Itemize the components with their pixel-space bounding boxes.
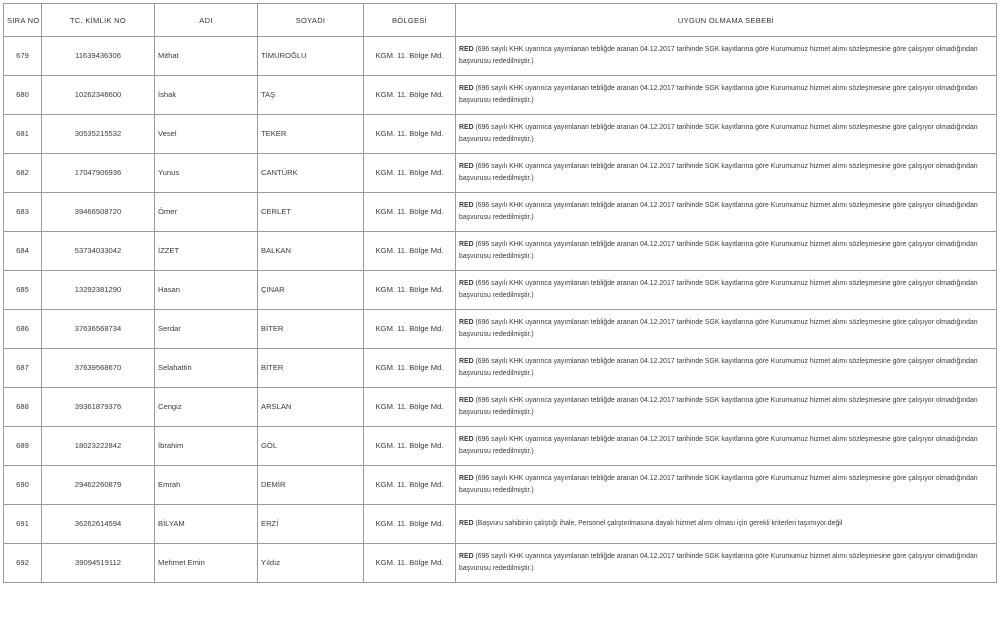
sebep-text: (696 sayılı KHK uyarınca yayımlanan tebliğde aranan 04.12.2017 tarihinde SGK kayıtlarına göre Kurumumuz hizmet alımı sözleşmesine göre çalışıyor olmadığından başvurusu rededilmiştir.) <box>459 201 978 221</box>
document-sheet <box>3 3 996 583</box>
cell-adi: Mithat <box>155 37 258 76</box>
cell-tc-kimlik-no: 11639436306 <box>42 37 155 76</box>
cell-adi: İZZET <box>155 232 258 271</box>
cell-bolgesi: KGM. 11. Bölge Md. <box>364 349 456 388</box>
sebep-text: (696 sayılı KHK uyarınca yayımlanan tebliğde aranan 04.12.2017 tarihinde SGK kayıtlarına göre Kurumumuz hizmet alımı sözleşmesine göre çalışıyor olmadığından başvurusu rededilmiştir.) <box>459 357 978 377</box>
cell-bolgesi: KGM. 11. Bölge Md. <box>364 271 456 310</box>
sebep-text: (696 sayılı KHK uyarınca yayımlanan tebliğde aranan 04.12.2017 tarihinde SGK kayıtlarına göre Kurumumuz hizmet alımı sözleşmesine göre çalışıyor olmadığından başvurusu rededilmiştir.) <box>459 84 978 104</box>
cell-sira-no: 680 <box>4 76 42 115</box>
sebep-status: RED <box>459 357 474 365</box>
table-row <box>4 388 997 427</box>
sebep-status: RED <box>459 201 474 209</box>
cell-soyadi: BİTER <box>258 349 364 388</box>
cell-soyadi: ARSLAN <box>258 388 364 427</box>
cell-tc-kimlik-no: 53734033042 <box>42 232 155 271</box>
table-row <box>4 154 997 193</box>
header-uygun-olmama-sebebi: UYGUN OLMAMA SEBEBİ <box>456 4 997 37</box>
cell-sira-no: 683 <box>4 193 42 232</box>
cell-uygun-olmama-sebebi <box>456 505 997 544</box>
sebep-status: RED <box>459 279 474 287</box>
cell-tc-kimlik-no: 37636568734 <box>42 310 155 349</box>
cell-uygun-olmama-sebebi <box>456 154 997 193</box>
cell-adi: Hasan <box>155 271 258 310</box>
cell-soyadi: BALKAN <box>258 232 364 271</box>
cell-soyadi: CERLET <box>258 193 364 232</box>
cell-uygun-olmama-sebebi <box>456 271 997 310</box>
cell-uygun-olmama-sebebi <box>456 115 997 154</box>
cell-uygun-olmama-sebebi <box>456 466 997 505</box>
cell-bolgesi: KGM. 11. Bölge Md. <box>364 37 456 76</box>
cell-adi: Selahattin <box>155 349 258 388</box>
cell-soyadi: DEMİR <box>258 466 364 505</box>
cell-soyadi: GÖL <box>258 427 364 466</box>
sebep-status: RED <box>459 552 474 560</box>
cell-bolgesi: KGM. 11. Bölge Md. <box>364 232 456 271</box>
sebep-status: RED <box>459 474 474 482</box>
cell-bolgesi: KGM. 11. Bölge Md. <box>364 76 456 115</box>
cell-soyadi: Yıldız <box>258 544 364 583</box>
cell-sira-no: 687 <box>4 349 42 388</box>
cell-uygun-olmama-sebebi <box>456 37 997 76</box>
table-row <box>4 37 997 76</box>
sebep-status: RED <box>459 396 474 404</box>
cell-tc-kimlik-no: 17047906936 <box>42 154 155 193</box>
cell-tc-kimlik-no: 39094519112 <box>42 544 155 583</box>
sebep-status: RED <box>459 84 474 92</box>
cell-bolgesi: KGM. 11. Bölge Md. <box>364 388 456 427</box>
table-row <box>4 115 997 154</box>
sebep-text: (696 sayılı KHK uyarınca yayımlanan tebliğde aranan 04.12.2017 tarihinde SGK kayıtlarına göre Kurumumuz hizmet alımı sözleşmesine göre çalışıyor olmadığından başvurusu rededilmiştir.) <box>459 396 978 416</box>
cell-bolgesi: KGM. 11. Bölge Md. <box>364 193 456 232</box>
sebep-text: (696 sayılı KHK uyarınca yayımlanan tebliğde aranan 04.12.2017 tarihinde SGK kayıtlarına göre Kurumumuz hizmet alımı sözleşmesine göre çalışıyor olmadığından başvurusu rededilmiştir.) <box>459 552 978 572</box>
table-row <box>4 193 997 232</box>
table-row <box>4 544 997 583</box>
cell-sira-no: 679 <box>4 37 42 76</box>
cell-soyadi: ERZİ <box>258 505 364 544</box>
cell-adi: Serdar <box>155 310 258 349</box>
cell-uygun-olmama-sebebi <box>456 76 997 115</box>
table-row <box>4 232 997 271</box>
table-row <box>4 427 997 466</box>
cell-uygun-olmama-sebebi <box>456 388 997 427</box>
header-adi: ADI <box>155 4 258 37</box>
sebep-status: RED <box>459 123 474 131</box>
sebep-status: RED <box>459 45 474 53</box>
cell-sira-no: 691 <box>4 505 42 544</box>
sebep-status: RED <box>459 162 474 170</box>
cell-tc-kimlik-no: 30535215532 <box>42 115 155 154</box>
sebep-text: (696 sayılı KHK uyarınca yayımlanan tebliğde aranan 04.12.2017 tarihinde SGK kayıtlarına göre Kurumumuz hizmet alımı sözleşmesine göre çalışıyor olmadığından başvurusu rededilmiştir.) <box>459 45 978 65</box>
cell-uygun-olmama-sebebi <box>456 349 997 388</box>
cell-sira-no: 681 <box>4 115 42 154</box>
table-header-row <box>4 4 997 37</box>
cell-bolgesi: KGM. 11. Bölge Md. <box>364 154 456 193</box>
cell-bolgesi: KGM. 11. Bölge Md. <box>364 544 456 583</box>
cell-adi: İshak <box>155 76 258 115</box>
cell-adi: Yunus <box>155 154 258 193</box>
cell-uygun-olmama-sebebi <box>456 427 997 466</box>
cell-adi: Vesel <box>155 115 258 154</box>
table-row <box>4 466 997 505</box>
table-body <box>4 37 997 583</box>
cell-adi: Emrah <box>155 466 258 505</box>
cell-uygun-olmama-sebebi <box>456 544 997 583</box>
cell-sira-no: 692 <box>4 544 42 583</box>
rejection-table <box>3 3 997 583</box>
cell-bolgesi: KGM. 11. Bölge Md. <box>364 466 456 505</box>
cell-bolgesi: KGM. 11. Bölge Md. <box>364 310 456 349</box>
cell-tc-kimlik-no: 36262614594 <box>42 505 155 544</box>
sebep-text: (696 sayılı KHK uyarınca yayımlanan tebliğde aranan 04.12.2017 tarihinde SGK kayıtlarına göre Kurumumuz hizmet alımı sözleşmesine göre çalışıyor olmadığından başvurusu rededilmiştir.) <box>459 318 978 338</box>
cell-sira-no: 682 <box>4 154 42 193</box>
header-bolgesi: BÖLGESİ <box>364 4 456 37</box>
cell-tc-kimlik-no: 13292381290 <box>42 271 155 310</box>
cell-adi: Mehmet Emin <box>155 544 258 583</box>
sebep-status: RED <box>459 240 474 248</box>
cell-uygun-olmama-sebebi <box>456 232 997 271</box>
table-row <box>4 505 997 544</box>
sebep-text: (696 sayılı KHK uyarınca yayımlanan tebliğde aranan 04.12.2017 tarihinde SGK kayıtlarına göre Kurumumuz hizmet alımı sözleşmesine göre çalışıyor olmadığından başvurusu rededilmiştir.) <box>459 240 978 260</box>
cell-uygun-olmama-sebebi <box>456 193 997 232</box>
cell-sira-no: 686 <box>4 310 42 349</box>
cell-soyadi: CANTÜRK <box>258 154 364 193</box>
cell-adi: İbrahim <box>155 427 258 466</box>
cell-bolgesi: KGM. 11. Bölge Md. <box>364 115 456 154</box>
cell-tc-kimlik-no: 10262346600 <box>42 76 155 115</box>
cell-adi: BİLYAM <box>155 505 258 544</box>
cell-bolgesi: KGM. 11. Bölge Md. <box>364 427 456 466</box>
cell-sira-no: 689 <box>4 427 42 466</box>
cell-soyadi: BİTER <box>258 310 364 349</box>
sebep-status: RED <box>459 519 474 527</box>
sebep-status: RED <box>459 318 474 326</box>
sebep-text: (Başvuru sahibinin çalıştığı ihale, Personel çalıştırılmasına dayalı hizmet alımı olması için gerekli kriterleri taşımıyor.değil <box>473 519 843 527</box>
sebep-text: (696 sayılı KHK uyarınca yayımlanan tebliğde aranan 04.12.2017 tarihinde SGK kayıtlarına göre Kurumumuz hizmet alımı sözleşmesine göre çalışıyor olmadığından başvurusu rededilmiştir.) <box>459 162 978 182</box>
cell-adi: Ömer <box>155 193 258 232</box>
cell-soyadi: TİMUROĞLU <box>258 37 364 76</box>
cell-adi: Cengiz <box>155 388 258 427</box>
cell-uygun-olmama-sebebi <box>456 310 997 349</box>
sebep-text: (696 sayılı KHK uyarınca yayımlanan tebliğde aranan 04.12.2017 tarihinde SGK kayıtlarına göre Kurumumuz hizmet alımı sözleşmesine göre çalışıyor olmadığından başvurusu rededilmiştir.) <box>459 279 978 299</box>
cell-tc-kimlik-no: 37639568670 <box>42 349 155 388</box>
cell-sira-no: 684 <box>4 232 42 271</box>
cell-tc-kimlik-no: 39361879376 <box>42 388 155 427</box>
cell-soyadi: ÇINAR <box>258 271 364 310</box>
cell-soyadi: TEKER <box>258 115 364 154</box>
cell-soyadi: TAŞ <box>258 76 364 115</box>
cell-sira-no: 685 <box>4 271 42 310</box>
table-row <box>4 310 997 349</box>
cell-sira-no: 688 <box>4 388 42 427</box>
cell-bolgesi: KGM. 11. Bölge Md. <box>364 505 456 544</box>
sebep-text: (696 sayılı KHK uyarınca yayımlanan tebliğde aranan 04.12.2017 tarihinde SGK kayıtlarına göre Kurumumuz hizmet alımı sözleşmesine göre çalışıyor olmadığından başvurusu rededilmiştir.) <box>459 474 978 494</box>
header-soyadi: SOYADI <box>258 4 364 37</box>
sebep-status: RED <box>459 435 474 443</box>
header-sira-no: SIRA NO <box>4 4 42 37</box>
cell-tc-kimlik-no: 29462260879 <box>42 466 155 505</box>
cell-tc-kimlik-no: 39466508720 <box>42 193 155 232</box>
cell-sira-no: 690 <box>4 466 42 505</box>
sebep-text: (696 sayılı KHK uyarınca yayımlanan tebliğde aranan 04.12.2017 tarihinde SGK kayıtlarına göre Kurumumuz hizmet alımı sözleşmesine göre çalışıyor olmadığından başvurusu rededilmiştir.) <box>459 435 978 455</box>
table-row <box>4 271 997 310</box>
table-row <box>4 349 997 388</box>
sebep-text: (696 sayılı KHK uyarınca yayımlanan tebliğde aranan 04.12.2017 tarihinde SGK kayıtlarına göre Kurumumuz hizmet alımı sözleşmesine göre çalışıyor olmadığından başvurusu rededilmiştir.) <box>459 123 978 143</box>
table-row <box>4 76 997 115</box>
cell-tc-kimlik-no: 18023222842 <box>42 427 155 466</box>
header-tc-kimlik-no: TC. KİMLİK NO <box>42 4 155 37</box>
